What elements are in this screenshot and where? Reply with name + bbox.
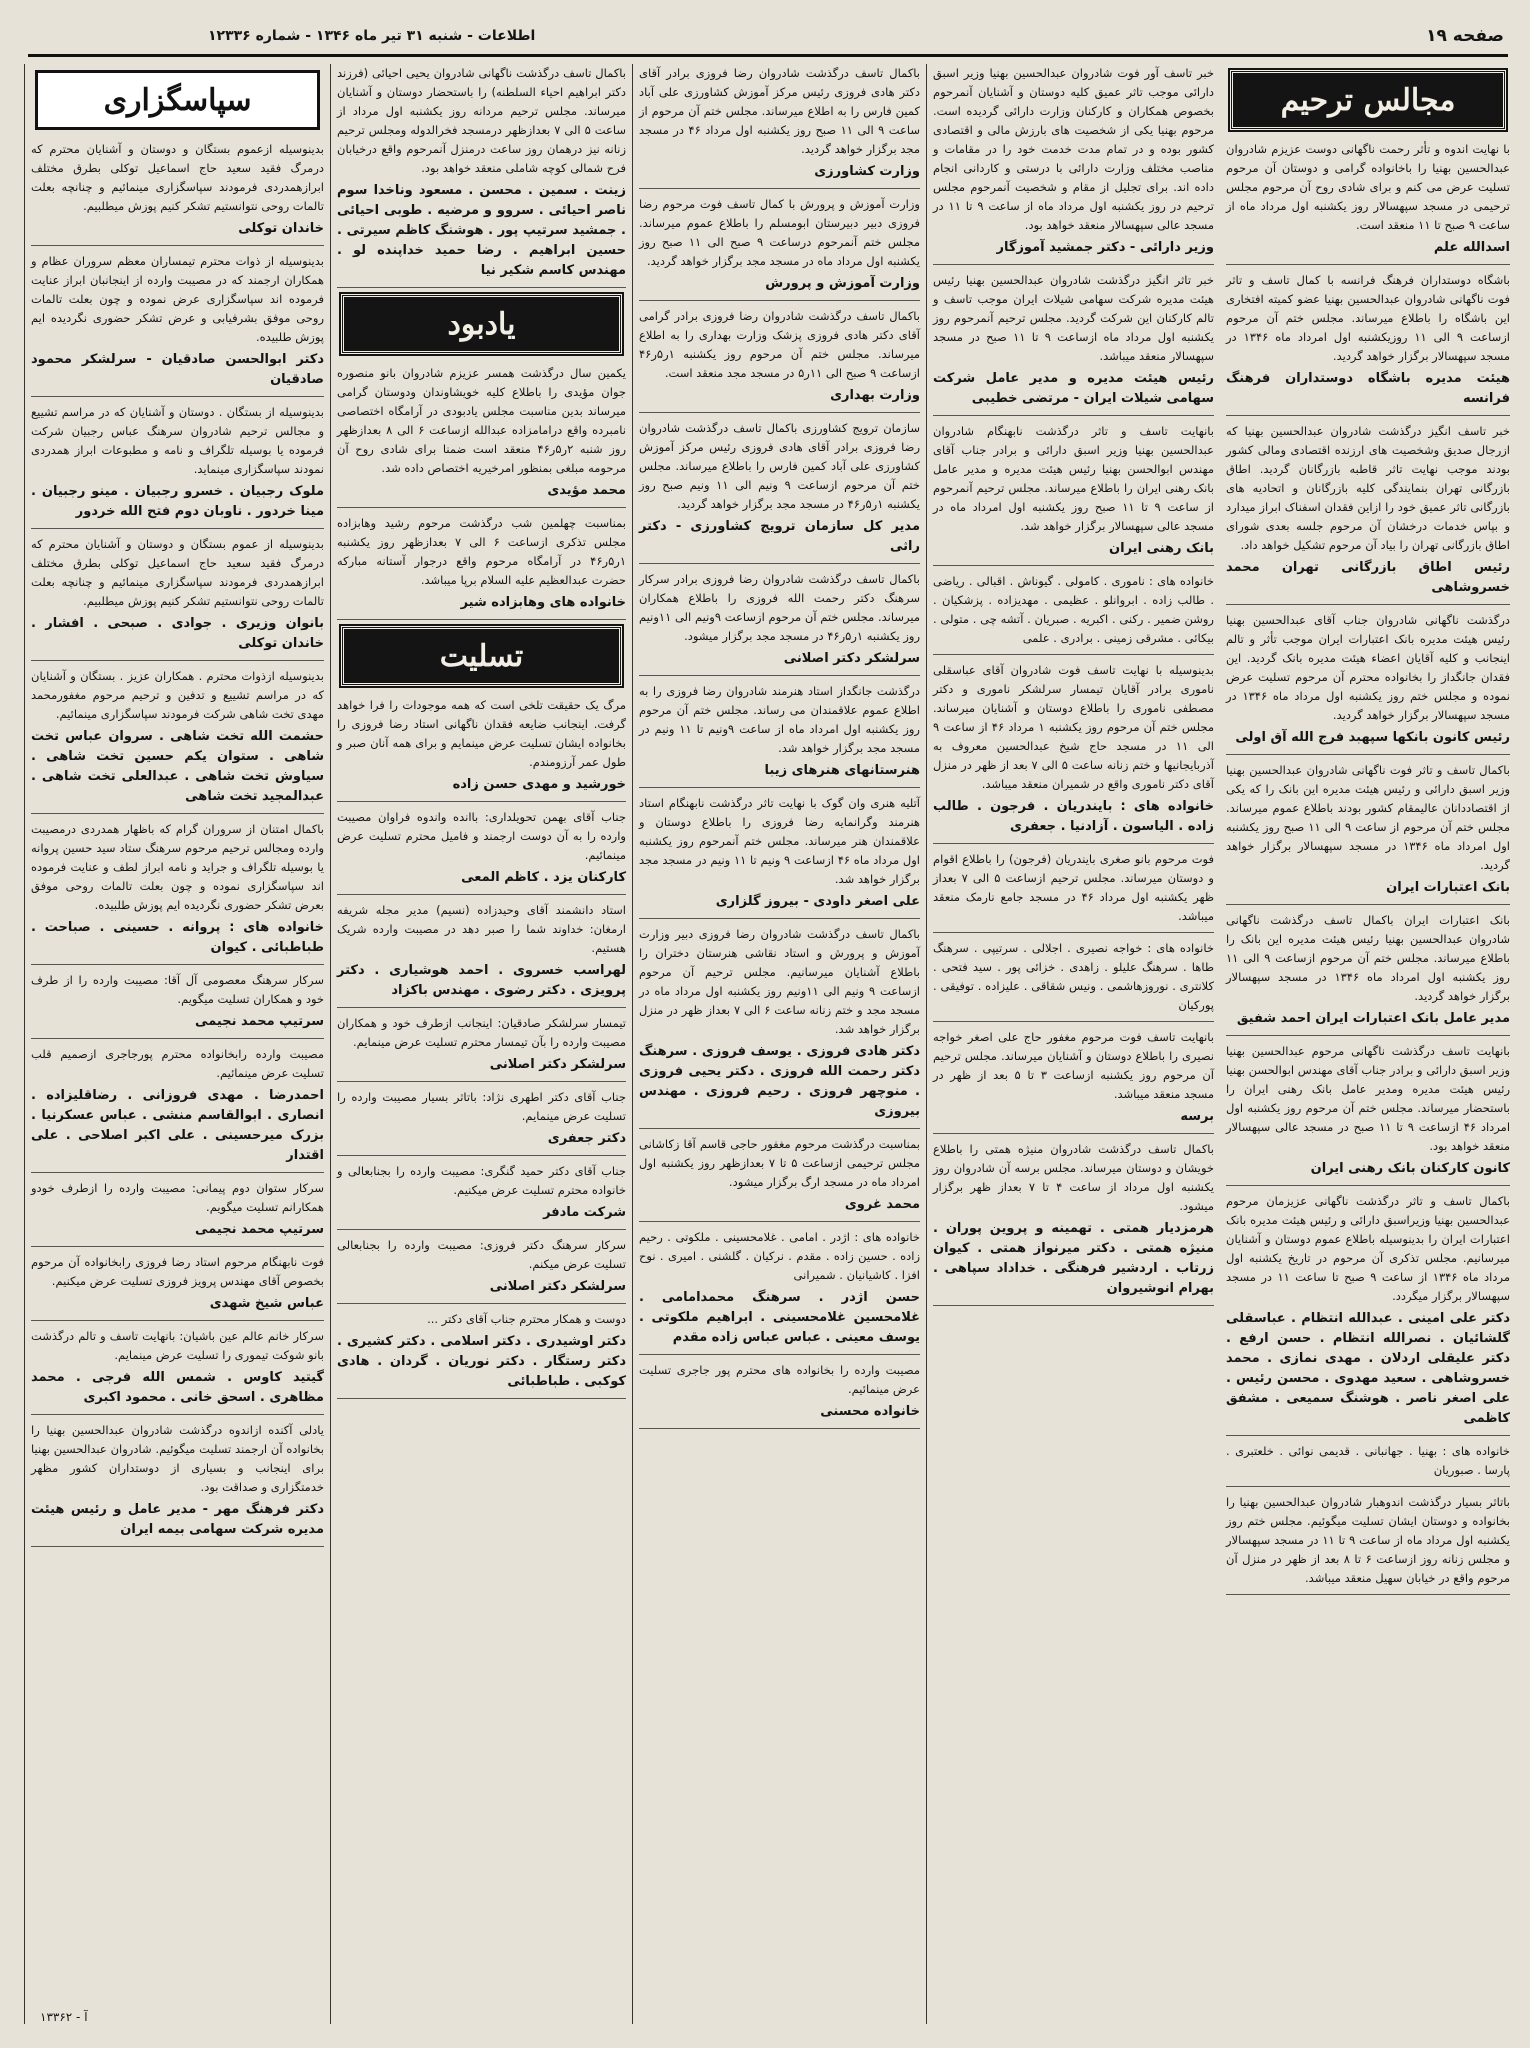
notice-text: باکمال تاسف درگذشت شادروان رضا فروزی برادر گرامی آقای دکتر هادی فروزی پزشک وزارت بهداری را به اطلاع میرساند. مجلس ختم آن مرحوم روز یکشنبه ۱ر۵ر۴۶ ازساعت ۹ صبح الی ۱۱ر۵ در مسجد مجد منعقد است. xyxy=(639,309,920,380)
notice-signature: حسن اژدر . سرهنگ محمدامامی . غلامحسین غلامحسینی . ابراهیم ملکوتی . یوسف معینی . عباس عباس زاده مقدم xyxy=(639,1290,920,1345)
notice-signature: سرتیپ محمد نجیمی xyxy=(195,1222,324,1237)
notice-signature: وزیر دارائی - دکتر جمشید آموزگار xyxy=(996,240,1214,255)
notice-signature: شرکت مادفر xyxy=(543,1205,626,1220)
notice-text: مصیبت وارده رابخانواده محترم پورجاجری ازصمیم قلب تسلیت عرض مینمائیم. xyxy=(31,1047,324,1080)
notice-signature: سرلشکر دکتر اصلانی xyxy=(783,651,920,666)
notice-text: باکمال تاسف درگذشت شادروان منیژه همتی را باطلاع خویشان و دوستان میرساند. مجلس برسه آن شادروان روز یکشنبه اول مرداد از ساعت ۴ تا ۷ بعداز ظهر برگزار میشود. xyxy=(933,1142,1214,1213)
notice-text: یادلی آکنده ازاندوه درگذشت شادروان عبدالحسین بهنیا را بخانواده آن ارجمند تسلیت میگوئیم. شادروان عبدالحسین بهنیا برای اینجانب و بسیاری از دوستداران کشور مظهر خدمتگزاری و صداقت بود. xyxy=(31,1423,324,1494)
notice-text: فوت مرحوم بانو صغری بایندریان (فرجون) را باطلاع اقوام و دوستان میرساند. مجلس ترحیم ازساعت ۵ الی ۷ بعداز ظهر یکشنبه اول مرداد ۴۶ در مسجد جامع نارمک منعقد میباشد. xyxy=(933,852,1215,923)
notice xyxy=(337,514,626,620)
notice xyxy=(337,696,626,802)
notice-signature: زینت . سمین . محسن . مسعود وناخدا سوم ناصر احیائی . سروو و مرضیه . طوبی احیائی . جمشید سرتیپ پور . هوشنگ کاظم سیرتی . حسین ابراهیم . رضا حمید خداپنده لو . مهندس کاسم شکیر نیا xyxy=(337,183,626,278)
notice-signature: هیئت مدیره باشگاه دوستداران فرهنگ فرانسه xyxy=(1226,371,1510,406)
notice xyxy=(933,850,1214,933)
notice xyxy=(1226,1042,1510,1186)
notice xyxy=(337,64,626,288)
notice-text: آتلیه هنری وان گوک با نهایت تاثر درگذشت نابهنگام استاد هنرمند وگرانمایه رضا فروزی را باطلاع دوستان و علاقمندان هنر میرساند. مجلس ختم آنمرحوم روز یکشنبه اول مرداد ماه ۴۶ ازساعت ۹ ونیم تا ۱۱ ونیم در مسجد مجد برگزار خواهد شد. xyxy=(639,796,920,886)
notice xyxy=(1226,1442,1510,1487)
notice-text: درگذشت ناگهانی شادروان جناب آقای عبدالحسین بهنیا رئیس هیئت مدیره بانک اعتبارات ایران موجب تأثر و تالم اینجانب و کلیه آقایان اعضاء هیئت مدیره بانک گردید. این فقدان جانگداز را بخانواده محترم آن مرحوم تسلیت عرض نموده و مجلس ختم روز یکشنبه اول مرداد ماه ۱۳۴۶ در مسجد سپهسالار برگزار خواهد گردید. xyxy=(1226,613,1510,722)
notice-text: خانواده های : اژدر . امامی . غلامحسینی . ملکوتی . رحیم زاده . حسین زاده . مقدم . نرکیان . گلشنی . امیری . نوح افزا . کاشیانیان . شمیرانی xyxy=(639,1230,920,1282)
notice xyxy=(639,419,920,564)
notice-signature: بانک رهنی ایران xyxy=(1109,541,1214,556)
notice-signature: خانواده محسنی xyxy=(820,1404,920,1419)
notice xyxy=(31,535,324,661)
notice xyxy=(639,1361,920,1429)
notice-signature: مدیر کل سازمان ترویج کشاورزی - دکتر راثی xyxy=(639,519,920,554)
notice-signature: محمد غروی xyxy=(844,1197,920,1212)
ad-code: آ - ۱۳۳۶۲ xyxy=(40,2010,88,2024)
notice xyxy=(639,64,920,189)
notice xyxy=(933,572,1214,655)
notice-signature: وزارت کشاورزی xyxy=(814,164,920,179)
notice-text: بمناسبت درگذشت مرحوم مغفور حاجی قاسم آقا زکاشانی مجلس ترحیمی ازساعت ۵ تا ۷ بعدازظهر روز یکشنبه اول امرداد ماه در مسجد ارگ برگزار میشود. xyxy=(639,1137,921,1189)
notice-text: باکمال تاسف و تاثر درگذشت ناگهانی عزیزمان مرحوم عبدالحسین بهنیا وزیراسبق دارائی و رئیس هیئت مدیره بانک اعتبارات ایران را بدینوسیله باطلاع عموم دوستان و آشنایان میرسانیم. مجلس تذکری آن مرحوم در تاریخ یکشنبه اول مرداد ماه ۱۳۴۶ از ساعت ۹ صبح تا ساعت ۱۱ در مسجد سپهسالار برگزار میگردد. xyxy=(1226,1194,1510,1303)
notice-signature: محمد مؤیدی xyxy=(547,483,626,498)
notice-signature: برسه xyxy=(1180,1109,1214,1124)
notice-text: باکمال تاسف درگذشت ناگهانی شادروان یحیی احیائی (فرزند دکتر ابراهیم احیاء السلطنه) را باستحضار دوستان و آشنایان میرساند. مجلس ترحیم مردانه روز یکشنبه اول مرداد از ساعت ۵ الی ۷ بعدازظهر درمسجد فخرالدوله ومجلس ترحیم زنانه نیز درهمان روز ساعت درمنزل آنمرحوم واقع درخیابان فرح شمالی کوچه شاملی منعقد خواهد بود. xyxy=(337,66,626,175)
notice xyxy=(337,364,626,508)
notice-text: مرگ یک حقیقت تلخی است که همه موجودات را فرا خواهد گرفت. اینجانب ضایعه فقدان ناگهانی استاد رضا فروزی را بخانواده ایشان تسلیت عرض مینمایم و برای همه آنان صبر و طول عمر آرزومندم. xyxy=(337,698,626,769)
notice xyxy=(31,1421,324,1547)
notice xyxy=(933,64,1214,265)
notice-signature: دکتر علی امینی . عبدالله انتظام . عباسقلی گلشائیان . نصرالله انتظام . حسن ارفع . دکتر علیقلی اردلان . مهدی نمازی . محمد خسروشاهی . سعید مهدوی . محسن رئیس . علی اصغر ناصر . هوشنگ سمیعی . مشفق کاظمی xyxy=(1226,1311,1510,1426)
notice-signature: دکتر اوشیدری . دکتر اسلامی . دکتر کشیری . دکتر رستگار . دکتر نوریان . گردان . هادی کوکبی . طباطبائی xyxy=(337,1334,626,1389)
notice-text: بدینوسیله ازعموم بستگان و دوستان و آشنایان محترم که درمرگ فقید سعید حاج اسماعیل توکلی بطرق مختلف ابرازهمدردی فرمودند سپاسگزاری مینمائیم و چنانچه بعلت تالمات روحی نتوانستیم تشکر کنیم پوزش میطلبیم. xyxy=(31,142,324,213)
notice-signature: سرتیپ محمد نجیمی xyxy=(195,1014,324,1029)
notice xyxy=(1226,140,1510,265)
notice xyxy=(639,1135,920,1222)
column-3 xyxy=(632,64,926,2024)
notice xyxy=(933,1028,1214,1134)
notice-text: جناب آقای بهمن تحویلداری: باانده واندوه فراوان مصیبت وارده را به آن دوست ارجمند و فامیل محترم تسلیت عرض مینمائیم. xyxy=(337,810,626,862)
notice xyxy=(31,1179,324,1247)
notice xyxy=(639,1228,920,1355)
notice-text: فوت نابهنگام مرحوم استاد رضا فروزی رابخانواده آن مرحوم بخصوص آقای مهندس پرویز فروزی تسلیت عرض میکنیم. xyxy=(31,1255,324,1288)
notice xyxy=(639,195,920,301)
notice xyxy=(933,661,1214,844)
notice xyxy=(337,1310,626,1399)
column-1 xyxy=(1220,64,1516,2024)
banner-majales: مجالس ترحیم xyxy=(1230,70,1506,130)
notice-text: بانهایت تاسف و تاثر درگذشت نابهنگام شادروان عبدالحسین بهنیا وزیر اسبق دارائی و برادر جناب آقای مهندس ابوالحسن بهنیا رئیس هیئت مدیره و مدیر عامل بانک رهنی ایران را باطلاع میرساند. مجلس ترحیم آنمرحوم از ساعت ۹ تا ۱۱ صبح روز یکشنبه اول امرداد ماه در مسجد عالی سپهسالار برگزار خواهد شد. xyxy=(933,424,1214,533)
banner-sepas: سپاسگزاری xyxy=(35,70,320,130)
notice xyxy=(639,307,920,413)
notice-signature: خانواده های وهابزاده شیر xyxy=(460,595,626,610)
notice-text: باتاثر بسیار درگذشت اندوهبار شادروان عبدالحسین بهنیا را بخانواده و دوستان ایشان تسلیت میگوئیم. مجلس ختم روز یکشنبه اول مرداد ماه از ساعت ۹ تا ۱۱ در مسجد سپهسالار و مجلس زنانه روز ازساعت ۶ تا ۸ بعد از ظهر در منزل آن مرحوم واقع در خیابان سهیل منعقد میباشد. xyxy=(1226,1495,1511,1585)
notice xyxy=(1226,271,1510,416)
notice xyxy=(337,1014,626,1082)
notice-text: بانهایت تاسف فوت مرحوم مغفور حاج علی اصغر خواجه نصیری را باطلاع دوستان و آشنایان میرساند. مجلس ترحیم آن مرحوم روز یکشنبه ازساعت ۳ تا ۵ بعد از ظهر در مسجد منعقد میباشد. xyxy=(933,1030,1215,1101)
notice xyxy=(1226,911,1510,1036)
notice xyxy=(337,808,626,895)
notice xyxy=(337,1088,626,1156)
notice-text: جناب آقای دکتر اطهری نژاد: باتاثر بسیار مصیبت وارده را تسلیت عرض مینمایم. xyxy=(337,1090,626,1123)
notice-signature: مدیر عامل بانک اعتبارات ایران احمد شفیق xyxy=(1236,1011,1510,1026)
notice xyxy=(1226,422,1510,605)
notice-signature: رئیس کانون بانکها سپهبد فرج الله آق اولی xyxy=(1235,730,1510,745)
notice xyxy=(337,901,626,1008)
banner-tasliat: تسلیت xyxy=(341,626,622,686)
notice-text: جناب آقای دکتر حمید گنگری: مصیبت وارده را بجنابعالی و خانواده محترم تسلیت عرض میکنیم. xyxy=(337,1164,626,1197)
notice xyxy=(933,939,1214,1022)
notice-signature: هرمزدیار همتی . تهمینه و پروین پوران . منیژه همتی . دکتر میرنواز همتی . کیوان زرتاب . اردشیر فرهنگی . خداداد سپاهی . بهرام انوشیروان xyxy=(933,1221,1214,1296)
notice-text: سازمان ترویج کشاورزی باکمال تاسف درگذشت شادروان رضا فروزی برادر آقای هادی فروزی رئیس مرکز آموزش کشاورزی علی آباد کمین فارس را باطلاع میرساند. مجلس ختم آن مرحوم ازساعت ۹ ونیم الی ۱۱ ونیم صبح روز یکشنبه ۱ر۵ر۴۶ در مسجد مجد برگزار خواهد گردید. xyxy=(639,421,920,511)
notice-text: خانواده های : ناموری . کامولی . گیوناش . اقبالی . ریاضی . طالب زاده . ابروانلو . عظیمی . مهدیزاده . پزشکیان . روشن ضمیر . رکنی . اکبریه . صبریان . آتشه چی . متولی . بیکائی . مشرقی زمینی . برادری . علمی xyxy=(933,574,1214,645)
notice-signature: بانوان وزیری . جوادی . صبحی . افشار . خاندان توکلی xyxy=(31,616,324,651)
notice-signature: علی اصغر داودی - بیروز گلزاری xyxy=(715,894,920,909)
notice-text: بدینوسیله از عموم بستگان و دوستان و آشنایان محترم که درمرگ فقید سعید حاج اسماعیل توکلی بطرق مختلف ابرازهمدردی فرمودند سپاسگزاری مینمائیم و چنانچه بعلت تالمات روحی نتوانستیم تشکر کنیم پوزش میطلبیم. xyxy=(31,537,324,608)
notice-text: باشگاه دوستداران فرهنگ فرانسه با کمال تاسف و تاثر فوت ناگهانی شادروان عبدالحسین بهنیا عضو کمیته افتخاری این باشگاه را باطلاع میرساند. مجلس ختم آن مرحوم ازساعت ۹ الی ۱۱ روزیکشنبه اول امرداد ماه ۱۳۴۶ در مسجد سپهسالار برگزار خواهد گردید. xyxy=(1226,273,1510,363)
masthead xyxy=(28,20,1508,57)
notice-text: خبر تاسف انگیز درگذشت شادروان عبدالحسین بهنیا که ازرجال صدیق وشخصیت های ارزنده اقتصادی ومالی کشور بودند موجب نهایت تاثر قاطبه بازرگانان گردید. اطاق بازرگانی تهران بنمایندگی کلیه بازرگانان و اتحادیه های بازرگانی تاثر عمیق خود را ازاین فقدان اسفناک ابراز میدارد و بپاس خدمات درخشان آن مرحوم جلسه بعدی شورای اطاق بازرگانی تهران را بیاد آن مرحوم تشکیل خواهد داد. xyxy=(1226,424,1510,552)
notice xyxy=(31,1327,324,1415)
notice xyxy=(31,140,324,246)
notice-text: باکمال تاسف درگذشت شادروان رضا فروزی برادر سرکار سرهنگ دکتر رحمت الله فروزی را باطلاع همکاران میرساند. مجلس ختم آن مرحوم ازساعت ۹ونیم الی ۱۱ونیم روز یکشنبه ۱ر۵ر۴۶ در مسجد مجد برگزار میشود. xyxy=(639,572,920,643)
notice-text: مصیبت وارده را بخانواده های محترم پور جاجری تسلیت عرض مینمائیم. xyxy=(639,1363,920,1396)
notice xyxy=(31,1045,324,1173)
notice xyxy=(639,682,920,788)
notice-text: بمناسبت چهلمین شب درگذشت مرحوم رشید وهابزاده مجلس تذکری ازساعت ۶ الی ۷ بعدازظهر روز یکشنبه ۱ر۵ر۴۶ در آرامگاه مرحوم واقع درجوار آستانه مبارکه حضرت عبدالعظیم علیه السلام برپا میباشد. xyxy=(337,516,626,587)
notice-signature: خانواده های : پروانه . حسینی . صباحت . طباطبائی . کیوان xyxy=(31,920,324,955)
notice xyxy=(31,820,324,965)
notice-text: بدینوسیله از ذوات محترم تیمساران معظم سروران عظام و همکاران ارجمند که در مصیبت وارده از اینجانبان ابراز عنایت فرموده اند سپاسگزاری عرض نموده و چون بعلت تالمات روحی موفق بشرفیابی و عرض تشکر حضوری نگردیده ایم پوزش طلبیده. xyxy=(31,254,324,344)
notice-text: استاد دانشمند آقای وحیدزاده (نسیم) مدیر مجله شریفه ارمغان: خداوند شما را صبر دهد در مصیبت وارده شریک هستیم. xyxy=(337,903,626,955)
banner-yadbood: یادبود xyxy=(341,294,622,354)
notice-signature: کانون کارکنان بانک رهنی ایران xyxy=(1310,1161,1510,1176)
notice-text: خانواده های : بهنیا . جهانبانی . قدیمی نوائی . خلعتبری . پارسا . صبوریان xyxy=(1226,1444,1510,1477)
notice-signature: دکتر هادی فروزی . یوسف فروزی . سرهنگ دکتر رحمت الله فروزی . دکتر یحیی فروزی . منوچهر فروزی . رحیم فروزی . مهندس بیروزی xyxy=(639,1044,920,1119)
notice-signature: وزارت آموزش و پرورش xyxy=(765,276,920,291)
notice-signature: بانک اعتبارات ایران xyxy=(1386,880,1510,895)
notice-signature: خورشید و مهدی حسن زاده xyxy=(452,777,626,792)
notice xyxy=(1226,611,1510,755)
notice-text: باکمال تاسف درگذشت شادروان رضا فروزی دبیر وزارت آموزش و پرورش و استاد نقاشی هنرستان دختران را باطلاع آشنایان میرسانیم. مجلس ترحیم آن مرحوم ازساعت ۹ ونیم الی ۱۱ونیم روز یکشنبه اول مرداد ماه در مسجد مجد و ختم زنانه ساعت ۶ الی ۷ بعداز ظهر در منزل برگزار خواهد شد. xyxy=(639,927,920,1036)
notice-signature: سرلشکر دکتر اصلانی xyxy=(489,1279,626,1294)
notice-text: باکمال امتنان از سروران گرام که باظهار همدردی درمصیبت وارده ومجالس ترحیم مرحوم سرهنگ ستاد سید حسین پروانه یا بوسیله تلگراف و جراید و نامه ابراز لطف و عنایت فرموده اند سپاسگزاری نموده و چون بعلت تالمات روحی موفق بعرض تشکر حضوری نگردیده ایم پوزش طلبیده. xyxy=(31,822,324,912)
notice-text: دوست و همکار محترم جناب آقای دکتر ... xyxy=(427,1312,626,1326)
notice-text: خانواده های : خواجه نصیری . اجلالی . سرتیپی . سرهنگ طاها . سرهنگ علیلو . زاهدی . خزائی پور . سید فتحی . کلانتری . نوروزهاشمی . ونیس شقاقی . علیزاده . توفیقی . پورکیان xyxy=(933,941,1214,1012)
notice-signature: ملوک رجبیان . خسرو رجبیان . مینو رجبیان . مینا خردور . ناوبان دوم فتح الله خردور xyxy=(31,484,324,519)
notice-signature: دکتر فرهنگ مهر - مدیر عامل و رئیس هیئت مدیره شرکت سهامی بیمه ایران xyxy=(31,1502,324,1537)
notice-text: تیمسار سرلشکر صادقیان: اینجانب ازطرف خود و همکاران مصیبت وارده را بآن تیمسار محترم تسلیت عرض مینمایم. xyxy=(337,1016,626,1049)
notice xyxy=(639,570,920,676)
notice-signature: رئیس اطاق بازرگانی تهران محمد خسروشاهی xyxy=(1226,560,1510,595)
notice xyxy=(1226,1192,1510,1436)
notice xyxy=(337,1162,626,1230)
notice-text: خبر تاثر انگیز درگذشت شادروان عبدالحسین بهنیا رئیس هیئت مدیره شرکت سهامی شیلات ایران موجب تاسف و تالم کارکنان این شرکت گردید. مجلس ترحیم آنمرحوم روز یکشنبه اول مرداد ماه ازساعت ۹ تا ۱۱ صبح در مسجد سپهسالار منعقد میباشد. xyxy=(933,273,1214,363)
column-2 xyxy=(926,64,1220,2024)
notice-signature: خانواده های : بایندریان . فرجون . طالب زاده . الیاسون . آزادنیا . جعفری xyxy=(933,799,1214,834)
notice-signature: هنرستانهای هنرهای زیبا xyxy=(764,763,920,778)
notice xyxy=(31,667,324,814)
page-number: صفحه ۱۹ xyxy=(1426,26,1504,46)
notice xyxy=(639,794,920,919)
notice xyxy=(337,1236,626,1304)
notice-signature: دکتر جعفری xyxy=(547,1131,626,1146)
notice-text: بدینوسیله از بستگان . دوستان و آشنایان که در مراسم تشییع و مجالس ترحیم شادروان سرهنگ عباس رجبیان شرکت فرموده یا بوسیله تلگراف و نامه و مطبوعات ابراز همدردی نمودند سپاسگزاری مینماید. xyxy=(31,405,324,476)
notice-text: درگذشت جانگداز استاد هنرمند شادروان رضا فروزی را به اطلاع عموم علاقمندان می رساند. مجلس ختم آن مرحوم روز یکشنبه اول امرداد ماه از ساعت ۹ونیم تا ۱۱ ونیم در مسجد مجد برگزار خواهد شد. xyxy=(639,684,920,755)
issue-info: اطلاعات - شنبه ۳۱ تیر ماه ۱۳۴۶ - شماره ۱۲۳۳۶ xyxy=(208,28,536,44)
notice-text: باکمال تاسف و تاثر فوت ناگهانی شادروان عبدالحسین بهنیا وزیر اسبق دارائی و رئیس هیئت مدیره این بانک را که یکی از اقتصاددانان عالیمقام کشور بودند باطلاع عموم میرساند. مجلس ختم آن مرحوم از ساعت ۹ الی ۱۱ صبح روز یکشنبه اول امرداد ماه ۱۳۴۶ در مسجد سپهسالار برگزار خواهد گردید. xyxy=(1226,763,1510,872)
notice-signature: لهراسب خسروی . احمد هوشیاری . دکتر پرویزی . دکتر رضوی . مهندس باکزاد xyxy=(337,963,626,998)
notice-text: بدینوسیله با نهایت تاسف فوت شادروان آقای عباسقلی ناموری برادر آقایان تیمسار سرلشکر ناموری و دکتر مصطفی ناموری را باطلاع دوستان و آشنایان میرساند. مجلس ختم آن مرحوم روز یکشنبه ۱ مرداد ۴۶ از ساعت ۹ الی ۱۱ در مسجد حاج شیخ عبدالحسین معروف به آذربایجانیها و ختم زنانه ساعت ۵ الی ۷ بعد از ظهر در منزل آقای دکتر ناموری واقع در شمیران منعقد میباشد. xyxy=(933,663,1214,791)
notice-signature: رئیس هیئت مدیره و مدیر عامل شرکت سهامی شیلات ایران - مرتضی خطیبی xyxy=(933,371,1214,406)
notice xyxy=(1226,761,1510,905)
notice-text: باکمال تاسف درگذشت شادروان رضا فروزی برادر آقای دکتر هادی فروزی رئیس مرکز آموزش کشاورزی علی آباد کمین فارس را به اطلاع میرساند. مجلس ختم آن مرحوم از ساعت ۹ الی ۱۱ صبح روز یکشنبه اول مرداد ۴۶ در مسجد مجد برگزار خواهد گردید. xyxy=(639,66,920,156)
notice-signature: عباس شیخ شهدی xyxy=(209,1296,324,1311)
notice xyxy=(933,422,1214,566)
notice-signature: خاندان توکلی xyxy=(238,221,324,236)
notice-text: سرکار سرهنگ معصومی آل آقا: مصیبت وارده را از طرف خود و همکاران تسلیت میگویم. xyxy=(31,973,324,1006)
notice-signature: سرلشکر دکتر اصلانی xyxy=(489,1057,626,1072)
notice-text: یکمین سال درگذشت همسر عزیزم شادروان بانو منصوره جوان مؤیدی را باطلاع کلیه خویشاوندان ودوستان گرامی میرساند بدین مناسبت مجلس یادبودی در آرامگاه اختصاصی نامبرده واقع درامامزاده عبدالله ازساعت ۶ الی ۸ بعدازظهر روز شنبه ۲ر۵ر۴۶ منعقد است ضمنا برای شادی روح آن مرحومه مبلغی بمنظور امرخیریه اختصاص داده شد. xyxy=(337,366,627,475)
notice-text: وزارت آموزش و پرورش با کمال تاسف فوت مرحوم رضا فروزی دبیر دبیرستان ابومسلم را باطلاع عموم میرساند. مجلس ختم آنمرحوم درساعت ۹ صبح الی ۱۱ صبح روز یکشنبه اول مرداد ماه در مسجد مجد برگزار خواهد گردید. xyxy=(639,197,920,268)
notice-text: سرکار سرهنگ دکتر فروزی: مصیبت وارده را بجنابعالی تسلیت عرض میکنم. xyxy=(337,1238,626,1271)
notice-text: با نهایت اندوه و تأثر رحمت ناگهانی دوست عزیزم شادروان عبدالحسین بهنیا را باخانواده گرامی و دوستان آن مرحوم تسلیت عرض می کنم و برای شادی روح آن مرحوم مجلس ترحیمی در مسجد سپهسالار روز یکشنبه اول مرداد ماه از ساعت ۹ صبح تا ۱۱ منعقد است. xyxy=(1226,142,1510,232)
notice xyxy=(933,271,1214,416)
notice-text: بانهایت تاسف درگذشت ناگهانی مرحوم عبدالحسین بهنیا وزیر اسبق دارائی و برادر جناب آقای مهندس ابوالحسن بهنیا رئیس هیئت مدیره ومدیر عامل بانک رهنی ایران را باستحضار میرساند. مجلس ختم آن مرحوم روز یکشنبه اول امرداد ۴۶ ازساعت ۹ تا ۱۱ صبح در مسجد عالی سپهسالار منعقد خواهد بود. xyxy=(1226,1044,1511,1153)
notice xyxy=(31,252,324,397)
notice-signature: گیتید کاوس . شمس الله فرجی . محمد مظاهری . اسحق خانی . محمود اکبری xyxy=(31,1370,324,1405)
notice-text: خبر تاسف آور فوت شادروان عبدالحسین بهنیا وزیر اسبق دارائی موجب تاثر عمیق کلیه دوستان و آشنایان آنمرحوم بخصوص همکاران و کارکنان وزارت دارائی گردیده است. مرحوم بهنیا یکی از شخصیت های بارزش مالی و اقتصادی کشور بوده و در تمام مدت خدمت خود را در مقامات و مناصب مختلف وزارت دارائی با درستی و کاردانی انجام داده اند. برای تجلیل از مقام و شخصیت آنمرحوم مجلس ترحیم در روز یکشنبه اول مرداد ماه از ساعت ۹ تا ۱۱ در مسجد عالی سپهسالار منعقد خواهد بود. xyxy=(933,66,1214,232)
notice-signature: احمدرضا . مهدی فروزانی . رضاقلیزاده . انصاری . ابوالقاسم منشی . عباس عسکرنیا . بزرک میرحسینی . علی اکبر اصلاحی . علی اقتدار xyxy=(31,1088,324,1163)
notice-text: بدینوسیله ازذوات محترم . همکاران عزیز . بستگان و آشنایان که در مراسم تشییع و تدفین و ترحیم مرحوم مغفورمحمد مهدی تخت شاهی شرکت فرمودند سپاسگزاری مینمائیم. xyxy=(31,669,324,721)
notice-text: سرکار ستوان دوم پیمانی: مصیبت وارده را ازطرف خودو همکارانم تسلیت میگویم. xyxy=(31,1181,324,1214)
notice-signature: دکتر ابوالحسن صادقیان - سرلشکر محمود صادقیان xyxy=(31,352,324,387)
notice xyxy=(31,971,324,1039)
column-4 xyxy=(330,64,632,2024)
notice xyxy=(639,925,920,1129)
notice xyxy=(31,1253,324,1321)
notice xyxy=(31,403,324,529)
notice xyxy=(933,1140,1214,1306)
notice-signature: کارکنان یزد . کاظم المعی xyxy=(461,870,626,885)
column-5 xyxy=(24,64,330,2024)
notice-text: بانک اعتبارات ایران باکمال تاسف درگذشت ناگهانی شادروان عبدالحسین بهنیا رئیس هیئت مدیره این بانک را باطلاع میرساند. مجلس ختم آن مرحوم ازساعت ۹ الی ۱۱ روز یکشنبه اول امرداد ماه ۱۳۴۶ در مسجد سپهسالار برگزار خواهد گردید. xyxy=(1226,913,1510,1003)
notice-text: سرکار خانم عالم عین باشیان: بانهایت تاسف و تالم درگذشت بانو شوکت تیموری را تسلیت عرض مینمایم. xyxy=(31,1329,324,1362)
notice-signature: وزارت بهداری xyxy=(830,388,920,403)
notice-signature: حشمت الله تخت شاهی . سروان عباس تخت شاهی . ستوان یکم حسین تخت شاهی . سیاوش تخت شاهی . عبدالعلی تخت شاهی . عبدالمجید تخت شاهی xyxy=(31,729,324,804)
notice xyxy=(1226,1493,1510,1595)
notice-signature: اسدالله علم xyxy=(1433,240,1510,255)
